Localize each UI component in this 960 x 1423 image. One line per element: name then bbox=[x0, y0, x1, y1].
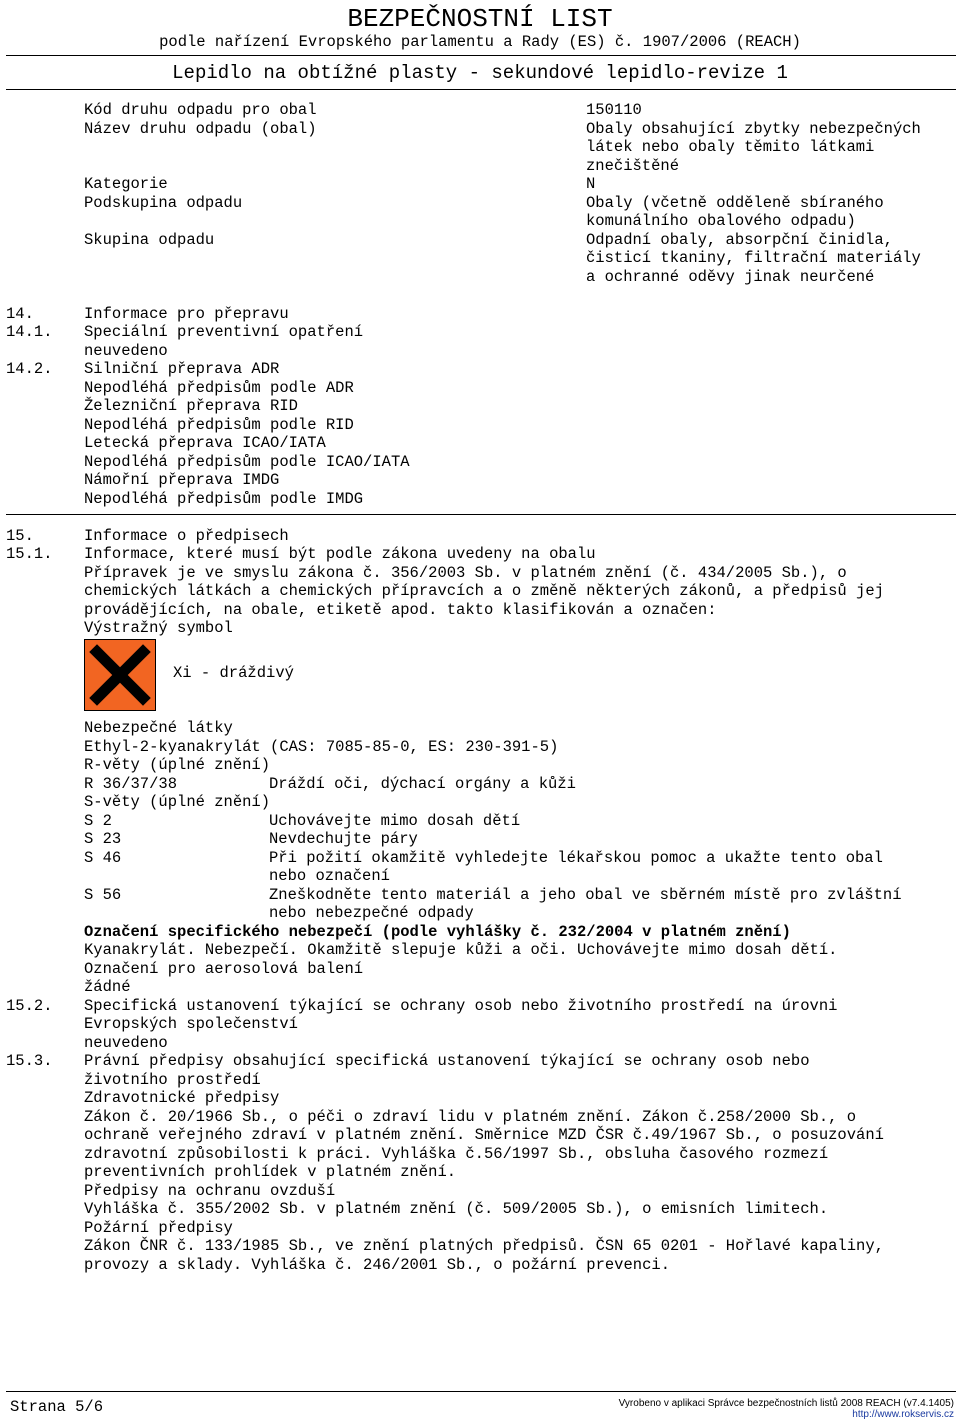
s-phrase-code: S 23 bbox=[84, 830, 122, 848]
symbol-label: Xi - dráždivý bbox=[173, 664, 294, 682]
section-divider bbox=[6, 514, 956, 515]
s-phrase-code: S 56 bbox=[84, 886, 122, 904]
subgroup-line: komunálního obalového odpadu) bbox=[586, 212, 856, 230]
page-number: Strana 5/6 bbox=[10, 1398, 104, 1416]
specific-hazard-text: Kyanakrylát. Nebezpečí. Okamžitě slepuje kůži a oči. Uchovávejte mimo dosah dětí. bbox=[84, 941, 838, 959]
group-line: čisticí tkaniny, filtrační materiály bbox=[586, 249, 921, 267]
header-divider bbox=[6, 55, 956, 56]
producer-credit bbox=[619, 1398, 954, 1420]
fire-text-line: Zákon ČNR č. 133/1985 Sb., ve znění platných předpisů. ČSN 65 0201 - Hořlavé kapaliny, bbox=[84, 1237, 884, 1255]
subgroup-label: Podskupina odpadu bbox=[84, 194, 243, 212]
section-15-2-title: Specifická ustanovení týkající se ochrany osob nebo životního prostředí na úrovni bbox=[84, 997, 838, 1015]
section-15-1-title: Informace, které musí být podle zákona uvedeny na obalu bbox=[84, 545, 596, 563]
category-value: N bbox=[586, 175, 596, 193]
aerosol-text: žádné bbox=[84, 978, 131, 996]
icao-title: Letecká přeprava ICAO/IATA bbox=[84, 434, 326, 452]
r-phrases-title: R-věty (úplné znění) bbox=[84, 756, 271, 774]
footer-divider bbox=[6, 1391, 956, 1392]
rid-title: Železniční přeprava RID bbox=[84, 397, 298, 415]
section-15-number: 15. bbox=[6, 527, 34, 545]
group-label: Skupina odpadu bbox=[84, 231, 215, 249]
waste-code-label: Kód druhu odpadu pro obal bbox=[84, 101, 317, 119]
health-title: Zdravotnické předpisy bbox=[84, 1089, 280, 1107]
adr-text: Nepodléhá předpisům podle ADR bbox=[84, 379, 354, 397]
rid-text: Nepodléhá předpisům podle RID bbox=[84, 416, 354, 434]
waste-name-line: látek nebo obaly těmito látkami bbox=[586, 138, 875, 156]
s-phrase-text: Nevdechujte páry bbox=[269, 830, 418, 848]
air-text: Vyhláška č. 355/2002 Sb. v platném znění (č. 509/2005 Sb.), o emisních limitech. bbox=[84, 1200, 829, 1218]
intro-line: Přípravek je ve smyslu zákona č. 356/2003 Sb. v platném znění (č. 434/2005 Sb.), o bbox=[84, 564, 847, 582]
health-text-line: ochraně veřejného zdraví v platném znění. Směrnice MZD ČSR č.49/1967 Sb., o posuzování bbox=[84, 1126, 884, 1144]
waste-code-value: 150110 bbox=[586, 101, 642, 119]
section-15-3-title: životního prostředí bbox=[84, 1071, 261, 1089]
imdg-text: Nepodléhá předpisům podle IMDG bbox=[84, 490, 364, 508]
adr-title: Silniční přeprava ADR bbox=[84, 360, 280, 378]
x-cross-hazard-icon bbox=[84, 639, 156, 711]
group-line: Odpadní obaly, absorpční činidla, bbox=[586, 231, 893, 249]
intro-line: provádějících, na obale, etiketě apod. takto klasifikován a označen: bbox=[84, 601, 717, 619]
s-phrase-text: Zneškodněte tento materiál a jeho obal ve sběrném místě pro zvláštní bbox=[269, 886, 902, 904]
aerosol-title: Označení pro aerosolová balení bbox=[84, 960, 364, 978]
s-phrase-code: S 46 bbox=[84, 849, 122, 867]
hazardous-title: Nebezpečné látky bbox=[84, 719, 233, 737]
s-phrases-title: S-věty (úplné znění) bbox=[84, 793, 271, 811]
section-14-1-number: 14.1. bbox=[6, 323, 53, 341]
section-15-2-title: Evropských společenství bbox=[84, 1015, 298, 1033]
air-title: Předpisy na ochranu ovzduší bbox=[84, 1182, 336, 1200]
section-14-number: 14. bbox=[6, 305, 34, 323]
waste-name-label: Název druhu odpadu (obal) bbox=[84, 120, 317, 138]
section-15-2-number: 15.2. bbox=[6, 997, 53, 1015]
producer-text: Vyrobeno v aplikaci Správce bezpečnostních listů 2008 REACH (v7.4.1405) bbox=[618, 1398, 954, 1409]
r-phrase-text: Dráždí oči, dýchací orgány a kůži bbox=[269, 775, 576, 793]
health-text-line: preventivních prohlídek v platném znění. bbox=[84, 1163, 457, 1181]
document-title: BEZPEČNOSTNÍ LIST bbox=[347, 4, 613, 34]
icao-text: Nepodléhá předpisům podle ICAO/IATA bbox=[84, 453, 410, 471]
r-phrase-code: R 36/37/38 bbox=[84, 775, 178, 793]
symbol-title: Výstražný symbol bbox=[84, 619, 233, 637]
s-phrase-text: nebo nebezpečné odpady bbox=[269, 904, 474, 922]
waste-name-line: Obaly obsahující zbytky nebezpečných bbox=[586, 120, 921, 138]
subgroup-line: Obaly (včetně odděleně sbíraného bbox=[586, 194, 884, 212]
section-14-1-title: Speciální preventivní opatření bbox=[84, 323, 364, 341]
category-label: Kategorie bbox=[84, 175, 168, 193]
fire-text-line: provozy a sklady. Vyhláška č. 246/2001 Sb., o požární prevenci. bbox=[84, 1256, 670, 1274]
header-divider-2 bbox=[6, 89, 956, 90]
s-phrase-text: nebo označení bbox=[269, 867, 390, 885]
producer-link[interactable]: http://www.rokservis.cz bbox=[852, 1409, 954, 1420]
regulation-subtitle: podle nařízení Evropského parlamentu a Rady (ES) č. 1907/2006 (REACH) bbox=[159, 33, 801, 51]
health-text-line: zdravotní způsobilosti k práci. Vyhláška č.56/1997 Sb., obsluha časového rozmezí bbox=[84, 1145, 829, 1163]
group-line: a ochranné oděvy jinak neurčené bbox=[586, 268, 875, 286]
specific-hazard-title: Označení specifického nebezpečí (podle vyhlášky č. 232/2004 v platném znění) bbox=[84, 923, 791, 941]
section-15-1-number: 15.1. bbox=[6, 545, 53, 563]
hazardous-text: Ethyl-2-kyanakrylát (CAS: 7085-85-0, ES: 230-391-5) bbox=[84, 738, 559, 756]
health-text-line: Zákon č. 20/1966 Sb., o péči o zdraví lidu v platném znění. Zákon č.258/2000 Sb., o bbox=[84, 1108, 857, 1126]
section-14-2-number: 14.2. bbox=[6, 360, 53, 378]
section-15-3-title: Právní předpisy obsahující specifická ustanovení týkající se ochrany osob nebo bbox=[84, 1052, 810, 1070]
fire-title: Požární předpisy bbox=[84, 1219, 233, 1237]
imdg-title: Námořní přeprava IMDG bbox=[84, 471, 280, 489]
s-phrase-text: Uchovávejte mimo dosah dětí bbox=[269, 812, 521, 830]
section-15-3-number: 15.3. bbox=[6, 1052, 53, 1070]
section-14-1-text: neuvedeno bbox=[84, 342, 168, 360]
s-phrase-text: Při požití okamžitě vyhledejte lékařskou pomoc a ukažte tento obal bbox=[269, 849, 883, 867]
product-name: Lepidlo na obtížné plasty - sekundové lepidlo-revize 1 bbox=[172, 62, 788, 84]
section-15-2-text: neuvedeno bbox=[84, 1034, 168, 1052]
waste-name-line: znečištěné bbox=[586, 157, 680, 175]
s-phrase-code: S 2 bbox=[84, 812, 112, 830]
section-15-title: Informace o předpisech bbox=[84, 527, 289, 545]
section-14-title: Informace pro přepravu bbox=[84, 305, 289, 323]
intro-line: chemických látkách a chemických přípravcích a o změně některých zákonů, a předpisů jej bbox=[84, 582, 884, 600]
